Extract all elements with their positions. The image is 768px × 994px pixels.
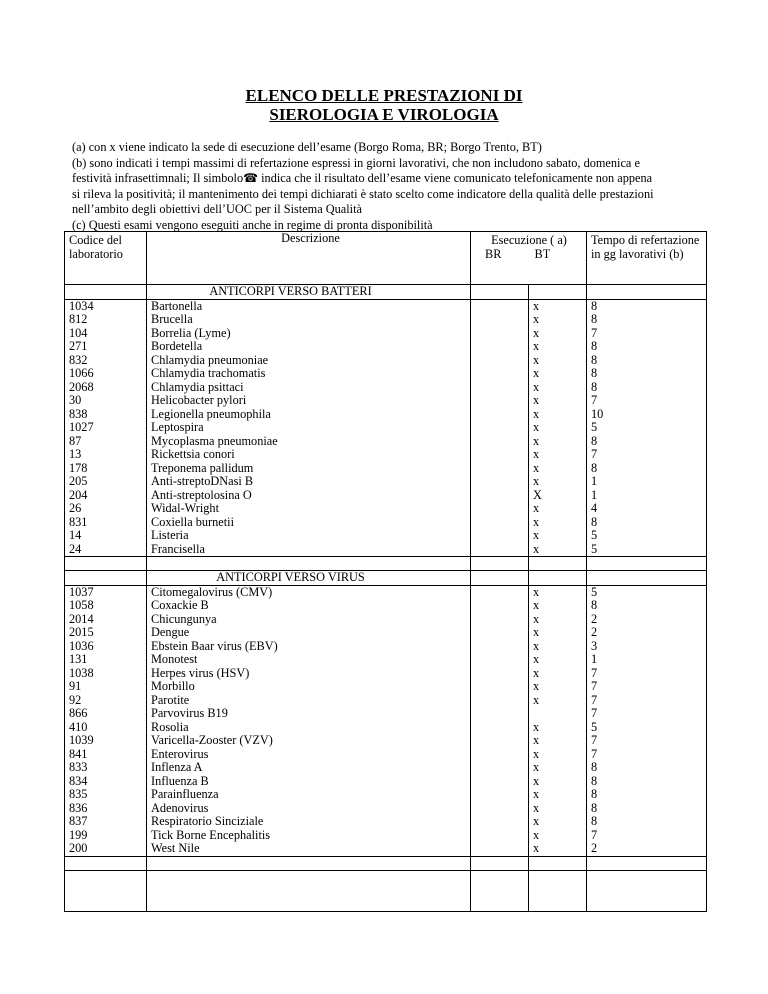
virus-br <box>471 585 529 856</box>
bacteria-codes: 1034 812 104 271 832 1066 2068 30 838 1027 87 13 178 205 204 26 831 14 24 <box>65 299 147 557</box>
title-line-2: SIEROLOGIA E VIROLOGIA <box>269 105 499 124</box>
virus-bt: x x x x x x x x x x x x x x x x x x x <box>529 585 587 856</box>
spacer-row <box>65 557 707 571</box>
table-cell <box>65 557 147 571</box>
note-b-line-3: si rileva la positività; il mantenimento dei tempi dichiarati è stato scelto come indicatore della qualità delle prestazioni <box>72 186 654 201</box>
exams-table <box>64 231 707 912</box>
spacer-row <box>65 856 707 870</box>
table-cell <box>65 870 147 911</box>
table-cell <box>65 285 147 300</box>
title-line-1: ELENCO DELLE PRESTAZIONI DI <box>245 86 523 105</box>
table-cell <box>587 856 707 870</box>
bacteria-tempo: 8 8 7 8 8 8 8 7 10 5 8 7 8 1 1 4 8 5 5 <box>587 299 707 557</box>
header-tempo: Tempo di refertazione in gg lavorativi (b) <box>587 232 707 285</box>
header-execution-bt <box>529 232 587 285</box>
note-a: (a) con x viene indicato la sede di esecuzione dell’esame (Borgo Roma, BR; Borgo Trento, BT) <box>72 140 542 154</box>
bacteria-bt: x x x x x x x x x x x x x x X x x x x <box>529 299 587 557</box>
section-bacteria-rows <box>65 299 707 557</box>
table-cell <box>529 856 587 870</box>
table-cell <box>471 856 529 870</box>
table-cell <box>147 856 471 870</box>
section-bacteria-title <box>147 285 471 300</box>
header-description: Descrizione <box>147 232 471 285</box>
table-cell <box>587 870 707 911</box>
spacer-row <box>65 870 707 911</box>
table-cell <box>65 571 147 586</box>
table-cell <box>471 285 529 300</box>
note-b-line-2-post: indica che il risultato dell’esame viene comunicato telefonicamente non appena <box>258 171 653 185</box>
note-b-line-4: nell’ambito degli obiettivi dell’UOC per il Sistema Qualità <box>72 202 362 216</box>
section-virus-title <box>147 571 471 586</box>
section-bacteria-title-row <box>65 285 707 300</box>
table-cell <box>471 557 529 571</box>
header-br: BR <box>485 247 502 261</box>
table-cell <box>471 870 529 911</box>
table-cell <box>147 557 471 571</box>
document-title <box>0 86 768 124</box>
table-cell <box>587 571 707 586</box>
section-virus-title-row <box>65 571 707 586</box>
table-cell <box>587 285 707 300</box>
table-cell <box>529 285 587 300</box>
table-header-row <box>65 232 707 285</box>
section-bacteria-title-text: ANTICORPI VERSO BATTERI <box>209 284 372 298</box>
table-cell <box>147 870 471 911</box>
table-cell <box>471 571 529 586</box>
section-virus-title-text: ANTICORPI VERSO VIRUS <box>216 570 365 584</box>
bacteria-br <box>471 299 529 557</box>
notes-block <box>72 140 708 233</box>
table-cell <box>587 557 707 571</box>
table-cell <box>529 557 587 571</box>
phone-icon: ☎ <box>243 171 259 185</box>
table-cell <box>529 870 587 911</box>
note-c: (c) Questi esami vengono eseguiti anche in regime di pronta disponibilità <box>72 217 433 232</box>
note-b-line-2-pre: festività infrasettimnali; Il simbolo <box>72 171 244 185</box>
virus-tempo: 5 8 2 2 3 1 7 7 7 7 5 7 7 8 8 8 8 8 7 2 <box>587 585 707 856</box>
header-code: Codice del laboratorio <box>65 232 147 285</box>
section-virus-rows <box>65 585 707 856</box>
note-b-line-1: (b) sono indicati i tempi massimi di refertazione espressi in giorni lavorativi, che non includono sabato, domenica e <box>72 155 640 170</box>
table-cell <box>529 571 587 586</box>
note-b-line-2 <box>72 171 708 187</box>
bacteria-descriptions: Bartonella Brucella Borrelia (Lyme) Bordetella Chlamydia pneumoniae Chlamydia trachomatis Chlamydia psittaci Helicobacter pylori Legionella pneumophila Leptospira Mycoplasma pneumoniae Rickettsia conori Treponema pallidum Anti-streptoDNasi B Anti-streptolosina O Widal-Wright Coxiella burnetii Listeria Francisella <box>147 299 471 557</box>
header-execution: Esecuzione ( a) <box>491 233 567 247</box>
virus-descriptions: Citomegalovirus (CMV) Coxackie B Chicungunya Dengue Ebstein Baar virus (EBV) Monotest Herpes virus (HSV) Morbillo Parotite Parvovirus B19 Rosolia Varicella-Zooster (VZV) Enterovirus Inflenza A Influenza B Parainfluenza Adenovirus Respiratorio Sinciziale Tick Borne Encephalitis West Nile <box>147 585 471 856</box>
header-bt: BT <box>534 247 551 261</box>
virus-codes: 1037 1058 2014 2015 1036 131 1038 91 92 866 410 1039 841 833 834 835 836 837 199 200 <box>65 585 147 856</box>
table-cell <box>65 856 147 870</box>
